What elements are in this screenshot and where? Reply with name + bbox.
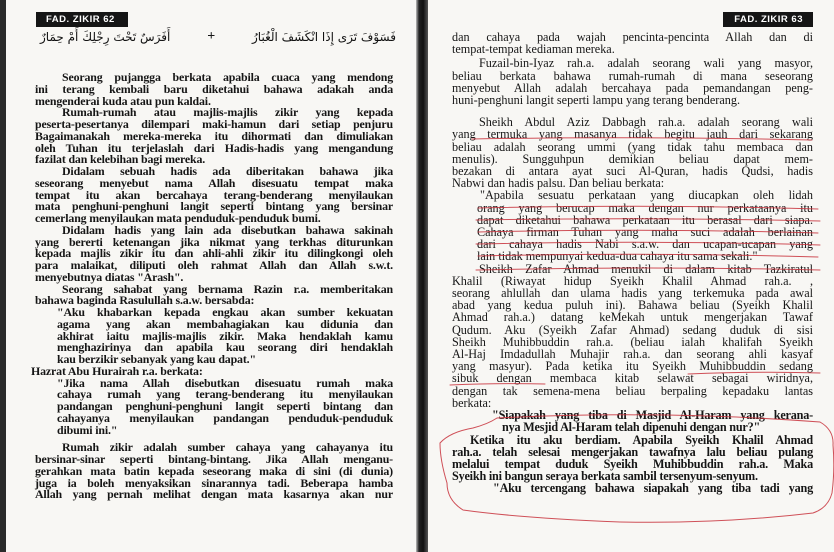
text-line: dan cahaya pada wajah pencinta-pencinta Allah dan di — [452, 30, 813, 44]
text-line: yang masyur). Pada ketika itu Syeikh Muhibbuddin sedang — [452, 359, 813, 374]
text-line: "Siapakah yang tiba di Masjid Al-Haram yang kerana- — [492, 408, 813, 423]
arabic-verse-second: أَفَرَسٌ تَحْتَ رِجْلِكَ أَمْ حِمَارٌ — [40, 30, 171, 44]
text-line: beliau berkata bahawa rumah-rumah di mana seseorang — [452, 68, 813, 83]
text-line: Rumah zikir adalah sumber cahaya yang cahayanya itu — [62, 440, 393, 455]
paragraph — [35, 72, 393, 107]
text-line: dengan tak semena-mena beliau berpaling kepadaku lantas — [452, 383, 813, 398]
text-line: Fuzail-bin-Iyaz rah.a. adalah seorang wali yang masyor, — [479, 56, 813, 71]
paragraph — [35, 375, 393, 437]
text-line: gerahkan mata batin kepada seseorang maka di sini (di dunia) — [35, 463, 393, 478]
text-line: kepada majlis zikir itu dan ahli-ahli zikir itu dilingkongi oleh — [35, 246, 393, 261]
text-line: rah.a. telah selesai mengerjakan tawafnya lalu beliau pulang — [452, 444, 813, 459]
text-line: mengenderai kuda atau pun kaldai. — [35, 93, 211, 108]
left-page — [0, 0, 416, 552]
text-line: seseorang menyebut nama Allah disesuatu tempat maka — [35, 175, 393, 190]
text-line: yang termuka yang masanya tidak begitu jauh dari sekarang — [452, 127, 813, 142]
paragraph — [452, 263, 813, 409]
text-line: fazilat dan kelebihan bagi mereka. — [35, 152, 206, 167]
text-line: melalui tempat duduk Syeikh Muhibbuddin rah.a. Maka — [452, 456, 813, 471]
text-line: pandangan penghuni-penghuni langit seperti bintang dan — [57, 399, 393, 413]
paragraph — [35, 442, 393, 501]
text-line: Al-Haj Imdadullah Muhajir rah.a. dan seorang ahli kasyaf — [452, 347, 813, 362]
text-line: cahaya rumah yang terang-benderang itu menyilaukan — [57, 387, 393, 402]
text-line: ini terang kembali baru diketahui bahawa adakah anda — [35, 81, 393, 96]
text-line: Nabwi dan hadis palsu. Dan beliau berkata: — [452, 176, 665, 191]
right-page-body — [452, 31, 813, 495]
text-line: dari cahaya hadis Nabi s.a.w. dan ucapan-ucapan yang — [477, 237, 813, 252]
paragraph — [35, 166, 393, 225]
text-line: Cahaya firman Tuhan yang maha suci adalah berlainan — [477, 225, 813, 240]
paragraph — [452, 434, 813, 483]
right-page — [428, 0, 834, 552]
arabic-verse-first: فَسَوْفَ تَرَى إِذَا انْكَشَفَ الْغُبَارُ — [252, 30, 396, 44]
text-line: bezakan di antara ayat suci Al-Quran, hadis Qudsi, hadis — [452, 164, 813, 179]
page-header-63: FAD. ZIKIR 63 — [723, 12, 813, 27]
text-line: agama yang akan membahagiakan kau didunia dan — [57, 316, 393, 331]
text-line: Allah yang pernah melihat dengan mata kasarnya akan nur — [35, 487, 393, 502]
text-line: bersinar-sinar seperti bintang-bintang. Jika Allah menganu- — [35, 452, 393, 466]
text-line: menyebutnya diatas "Arash". — [35, 269, 184, 284]
paragraph — [35, 281, 393, 308]
paragraph — [452, 189, 813, 262]
text-line: "Aku tercengang bahawa siapakah yang tiba tadi yang — [493, 481, 813, 496]
text-line: nya Mesjid Al-Haram telah dipenuhi dengan nur?" — [502, 420, 761, 435]
text-line: Didalam hadis yang lain ada disebutkan bahawa sakinah — [62, 222, 393, 237]
arabic-verse-row — [40, 28, 396, 46]
book-gutter — [416, 0, 428, 552]
text-line: tempat-tempat kediaman mereka. — [452, 42, 615, 57]
paragraph — [35, 222, 393, 284]
text-line: Hazrat Abu Hurairah r.a. berkata: — [31, 363, 203, 378]
text-line: bahawa baginda Rasulullah s.a.w. bersabda: — [35, 293, 255, 308]
text-line: Bagaimanakah mereka-mereka itu dihormati dan dimuliakan — [35, 128, 393, 143]
text-line: tempat itu akan bercahaya terang-benderang menyilaukan — [35, 187, 393, 202]
text-line: lain tidak mempunyai kedua-dua cahaya itu sama sekali." — [477, 249, 758, 264]
paragraph — [452, 482, 813, 494]
text-line: "Apabila sesuatu perkataan yang diucapkan oleh lidah — [480, 188, 813, 203]
text-line: Syeikh ini bangun seraya berkata sambil tersenyum-senyum. — [452, 469, 758, 484]
text-line: sibuk dengan membaca kitab selawat sebagai wiridnya, — [452, 371, 813, 386]
text-line: cemerlang menyilaukan mata penduduk-penduduk bumi. — [35, 211, 321, 225]
text-line: Seorang sahabat yang bernama Razin r.a. memberitakan — [62, 281, 393, 296]
paragraph — [452, 116, 813, 189]
text-line: abad yang kedua puluh ini). Bahawa beliau (Syeikh Khalil — [452, 298, 813, 313]
text-line: Sheikh Zafar Ahmad menukil di dalam kitab Tazkiratul — [479, 261, 813, 276]
text-line: kau berzikir sebanyak yang kau dapat." — [57, 352, 256, 366]
text-line: menulis). Sungguhpun demikian beliau dapat mem- — [452, 151, 813, 166]
text-line: Qudum. Aku (Syeikh Zafar Ahmad) sedang duduk di sisi — [452, 322, 813, 337]
text-line: Seorang pujangga berkata apabila cuaca yang mendong — [62, 70, 393, 84]
text-line: para malaikat, diliputi oleh rahmat Allah dan Allah s.w.t. — [35, 258, 393, 272]
text-line: Sheikh Muhibbuddin rah.a. (beliau ialah khalifah Syeikh — [452, 334, 813, 349]
text-line: "Aku khabarkan kepada engkau akan sumber kekuatan — [57, 305, 393, 319]
text-line: Ahmad rah.a.) datang keMekah untuk mengerjakan Tawaf — [452, 310, 813, 325]
text-line: juga ia boleh menyaksikan sinarannya tadi. Beberapa hamba — [35, 475, 393, 490]
text-line: Khalil (Riwayat hidup Syeikh Khalil Ahmad rah.a. , — [452, 273, 813, 288]
text-line: menyebut Allah adalah bercahaya pada pemandangan peng- — [452, 80, 813, 95]
text-line: Sheikh Abdul Aziz Dabbagh rah.a. adalah seorang wali — [479, 115, 813, 130]
text-line: orang yang berucap maka dengan nur perkataanya itu — [477, 200, 813, 215]
paragraph — [452, 57, 813, 106]
paragraph — [452, 409, 813, 433]
paragraph — [35, 307, 393, 366]
left-page-body — [31, 70, 393, 502]
text-line: beliau adalah seorang ummi (yang tidak tahu membaca dan — [452, 139, 813, 154]
text-line: Rumah-rumah atau majlis-majlis zikir yang kepada — [62, 105, 393, 120]
text-line: oleh Tuhan itu terjelaslah dari Hadis-hadis yang mengandung — [35, 140, 393, 155]
paragraph — [452, 31, 813, 55]
text-line: dapat diketahui bahawa perkataan itu berasal dari siapa. — [477, 212, 813, 227]
text-line: Ketika itu aku berdiam. Apabila Syeikh Khalil Ahmad — [470, 432, 813, 447]
arabic-separator: + — [207, 29, 216, 44]
text-line: mata penghuni-penghuni langit seperti bintang yang bersinar — [35, 199, 393, 214]
text-line: dibumi ini." — [57, 422, 118, 437]
text-line: yang bererti ketenangan jika nikmat yang terkhas diturunkan — [35, 234, 393, 249]
text-line: berkata: — [452, 395, 492, 410]
paragraph — [35, 107, 393, 166]
text-line: menghazirinya dan apabila kau seorang diri hendaklah — [57, 340, 393, 355]
text-line: peserta-pesertanya dilempari maki-hamun dari setiap penjuru — [35, 117, 393, 131]
text-line: seorang ahlullah dan ulama hadis yang terkemuka pada awal — [452, 286, 813, 301]
page-header-62: FAD. ZIKIR 62 — [36, 12, 128, 27]
text-line: "Jika nama Allah disebutkan disesuatu rumah maka — [57, 375, 393, 390]
text-line: akhirat iaitu majlis-majlis zikir. Maka hendaklah kamu — [57, 328, 393, 343]
text-line: cahayanya menyilaukan pandangan penduduk-penduduk — [57, 410, 393, 425]
text-line: Didalam sebuah hadis ada diberitakan bahawa jika — [62, 164, 393, 178]
text-line: huni-penghuni langit seperti lampu yang terang benderang. — [452, 93, 741, 108]
